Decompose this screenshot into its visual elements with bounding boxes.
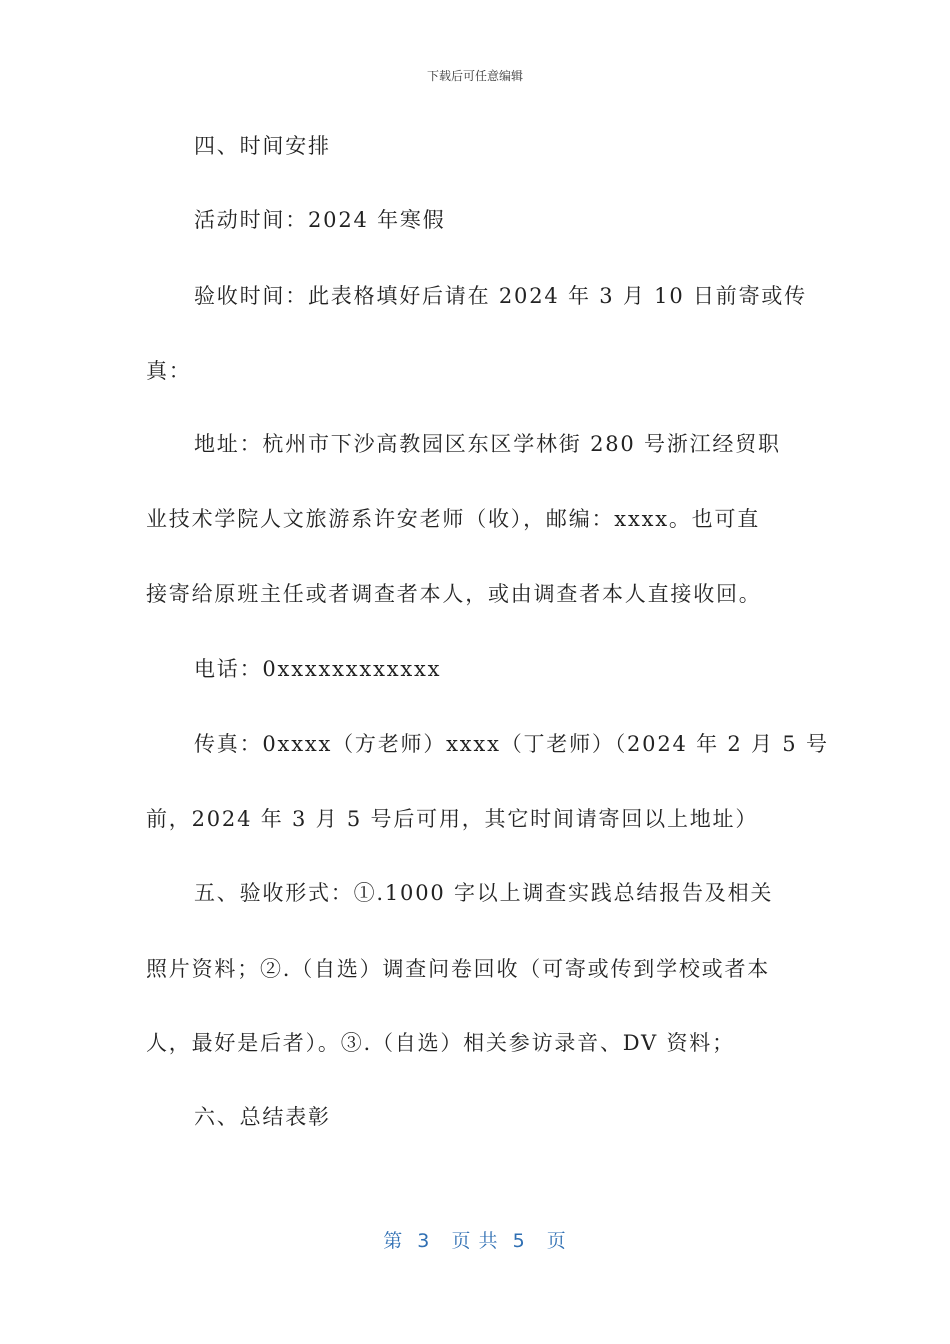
paragraph-line: 验收时间：此表格填好后请在 2024 年 3 月 10 日前寄或传 bbox=[194, 284, 807, 308]
paragraph-line: 传真：0xxxx（方老师）xxxx（丁老师）（2024 年 2 月 5 号 bbox=[194, 732, 829, 756]
paragraph-line: 地址：杭州市下沙高教园区东区学林街 280 号浙江经贸职 bbox=[194, 432, 781, 456]
page-header-note: 下载后可任意编辑 bbox=[426, 69, 523, 83]
paragraph-line: 接寄给原班主任或者调查者本人，或由调查者本人直接收回。 bbox=[146, 582, 762, 606]
paragraph-line: 前，2024 年 3 月 5 号后可用，其它时间请寄回以上地址） bbox=[146, 807, 759, 831]
paragraph-line: 照片资料；②.（自选）调查问卷回收（可寄或传到学校或者本 bbox=[146, 957, 771, 981]
paragraph-line: 业技术学院人文旅游系许安老师（收），邮编：xxxx。也可直 bbox=[146, 507, 761, 531]
section-heading-summary: 六、总结表彰 bbox=[194, 1105, 331, 1129]
section-heading-acceptance: 五、验收形式：①.1000 字以上调查实践总结报告及相关 bbox=[194, 881, 774, 905]
paragraph-line: 真： bbox=[146, 359, 192, 383]
paragraph-line: 电话：0xxxxxxxxxxxx bbox=[194, 657, 442, 681]
section-heading-schedule: 四、时间安排 bbox=[194, 134, 331, 158]
paragraph-line: 活动时间：2024 年寒假 bbox=[194, 208, 446, 232]
page-number-footer bbox=[0, 1226, 950, 1253]
paragraph-line: 人，最好是后者）。③.（自选）相关参访录音、DV 资料； bbox=[146, 1031, 735, 1055]
page-number-label: 第 3 页 共 5 页 bbox=[383, 1230, 567, 1252]
